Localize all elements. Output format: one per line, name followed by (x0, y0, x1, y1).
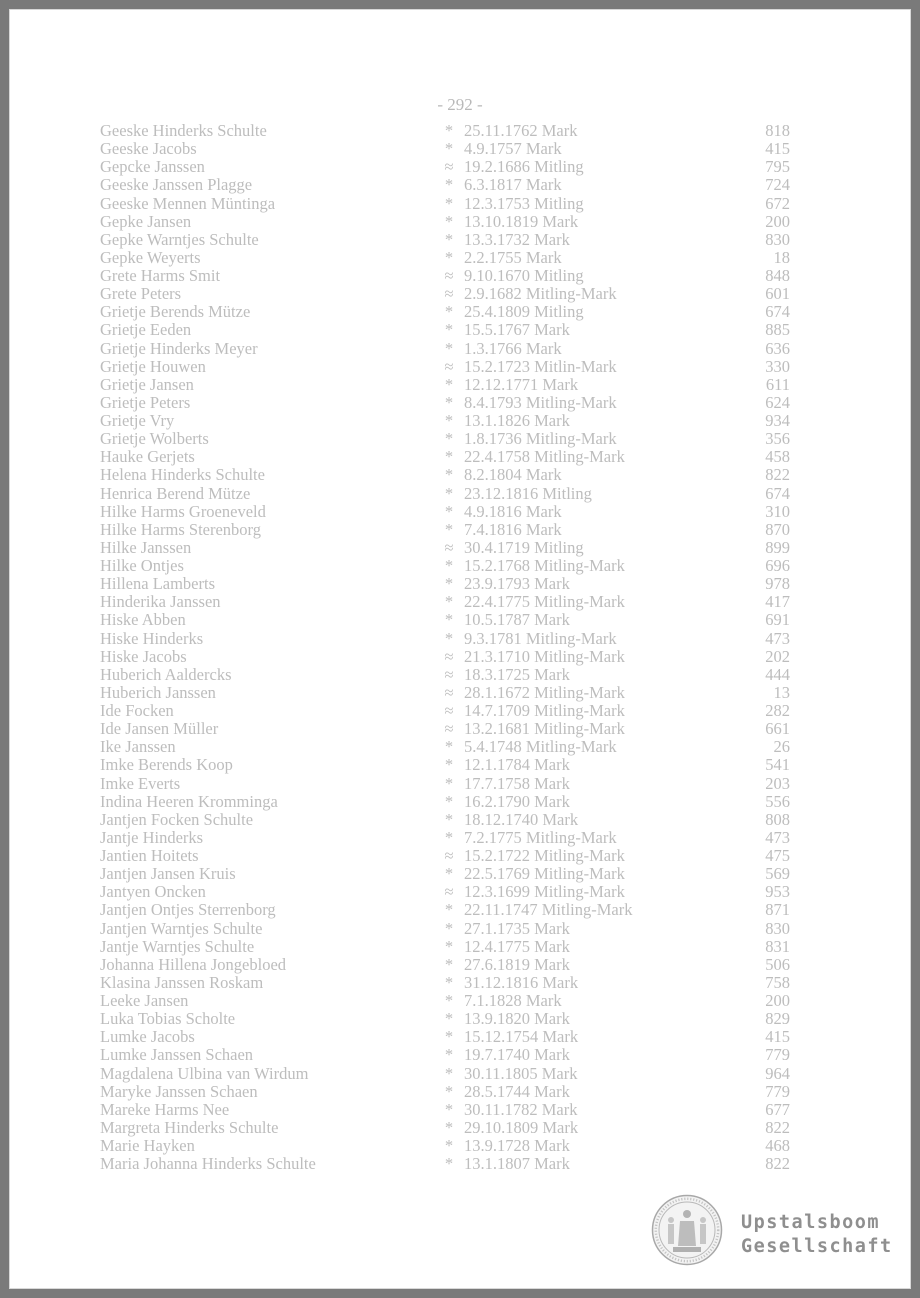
entry-name: Klasina Janssen Roskam (100, 972, 264, 992)
register-entry (100, 448, 790, 466)
entry-name: Magdalena Ulbina van Wirdum (100, 1063, 309, 1083)
entry-date: 15.12.1754 Mark (464, 1027, 579, 1047)
register-entry (100, 901, 790, 919)
entry-number: 808 (765, 809, 790, 829)
register-entry (100, 557, 790, 575)
entry-name: Imke Everts (100, 773, 181, 793)
register-entry (100, 992, 790, 1010)
entry-number: 870 (765, 519, 790, 539)
entry-mark: * (444, 628, 454, 648)
entry-mark: * (444, 1136, 454, 1155)
entry-mark: * (444, 519, 454, 539)
entry-date: 8.4.1793 Mitling-Mark (464, 392, 617, 412)
entry-mark: ≈ (444, 719, 454, 739)
entry-name: Hiske Abben (100, 610, 186, 630)
entry-number: 758 (765, 972, 790, 992)
entry-mark: * (444, 755, 454, 775)
entry-name: Hauke Gerjets (100, 447, 195, 467)
entry-mark: * (444, 1027, 454, 1047)
entry-name: Jantien Hoitets (100, 846, 199, 865)
document-page (9, 9, 911, 1289)
entry-mark: * (444, 501, 454, 521)
register-entry (100, 285, 790, 303)
entry-mark: * (444, 1063, 454, 1083)
entry-mark: * (444, 302, 454, 322)
entry-number: 696 (765, 556, 790, 575)
entry-number: 473 (765, 628, 790, 648)
entry-name: Grietje Wolberts (100, 429, 209, 449)
entry-number: 541 (765, 755, 790, 775)
register-entry (100, 394, 790, 412)
entry-date: 27.6.1819 Mark (464, 954, 570, 974)
entry-number: 661 (765, 719, 790, 739)
entry-mark: * (444, 121, 454, 140)
entry-name: Hilke Harms Sterenborg (100, 519, 261, 539)
register-entry (100, 1046, 790, 1064)
entry-name: Jantjen Jansen Kruis (100, 864, 236, 884)
entry-name: Hilke Harms Groeneveld (100, 501, 266, 521)
entry-mark: * (444, 1154, 454, 1174)
upstalsboom-seal-icon (651, 1194, 723, 1266)
register-entry (100, 140, 790, 158)
entry-mark: * (444, 737, 454, 757)
entry-number: 674 (765, 302, 790, 322)
entry-mark: * (444, 900, 454, 920)
entry-mark: * (444, 1009, 454, 1029)
page-number: - 292 - (437, 95, 483, 114)
entry-number: 475 (765, 846, 790, 865)
entry-number: 18 (773, 247, 790, 267)
entry-date: 1.8.1736 Mitling-Mark (464, 429, 617, 449)
register-entry (100, 321, 790, 339)
entry-mark: * (444, 1117, 454, 1137)
entry-name: Maria Johanna Hinderks Schulte (100, 1154, 316, 1174)
entry-mark: * (444, 809, 454, 829)
entry-number: 795 (765, 157, 790, 177)
register-entry (100, 865, 790, 883)
register-entry (100, 938, 790, 956)
entry-date: 14.7.1709 Mitling-Mark (464, 701, 625, 720)
entry-number: 779 (765, 1045, 790, 1065)
entry-date: 13.10.1819 Mark (464, 211, 579, 231)
entry-mark: * (444, 338, 454, 358)
entry-date: 16.2.1790 Mark (464, 791, 570, 811)
register-entry (100, 1101, 790, 1119)
entry-mark: * (444, 465, 454, 485)
register-entry (100, 249, 790, 267)
entry-date: 23.12.1816 Mitling (464, 483, 592, 503)
entry-date: 21.3.1710 Mitling-Mark (464, 646, 625, 666)
entry-number: 556 (765, 791, 790, 811)
register-entry (100, 1155, 790, 1173)
entry-date: 7.4.1816 Mark (464, 519, 562, 539)
entry-mark: * (444, 320, 454, 340)
entry-date: 5.4.1748 Mitling-Mark (464, 737, 617, 757)
entry-name: Jantjen Warntjes Schulte (100, 918, 263, 938)
entry-name: Grete Harms Smit (100, 266, 221, 285)
entry-mark: * (444, 574, 454, 594)
entry-name: Jantjen Ontjes Sterrenborg (100, 900, 276, 920)
register-entry (100, 684, 790, 702)
entry-number: 677 (765, 1099, 790, 1119)
entry-number: 473 (765, 827, 790, 847)
entry-name: Hilke Ontjes (100, 556, 184, 575)
register-entry (100, 883, 790, 901)
entry-date: 25.11.1762 Mark (464, 121, 578, 140)
entry-number: 13 (773, 682, 790, 702)
entry-mark: ≈ (444, 157, 454, 177)
entry-mark: * (444, 864, 454, 884)
entry-date: 27.1.1735 Mark (464, 918, 570, 938)
entry-date: 7.2.1775 Mitling-Mark (464, 827, 617, 847)
entry-date: 1.3.1766 Mark (464, 338, 562, 358)
entry-mark: * (444, 175, 454, 195)
entry-number: 203 (765, 773, 790, 793)
entry-number: 672 (765, 193, 790, 213)
society-logo-text (741, 1211, 893, 1259)
entry-number: 415 (765, 1027, 790, 1047)
entry-number: 601 (765, 284, 790, 304)
register-entry (100, 267, 790, 285)
entry-name: Huberich Aaldercks (100, 664, 232, 684)
entry-date: 30.11.1805 Mark (464, 1063, 578, 1083)
register-entry (100, 358, 790, 376)
entry-date: 6.3.1817 Mark (464, 175, 562, 195)
register-entry (100, 122, 790, 140)
entry-mark: * (444, 1099, 454, 1119)
entry-name: Gepke Weyerts (100, 247, 201, 267)
register-entry (100, 503, 790, 521)
entry-mark: * (444, 592, 454, 612)
entry-mark: * (444, 429, 454, 449)
register-entry (100, 738, 790, 756)
register-entry (100, 956, 790, 974)
entry-number: 356 (765, 429, 790, 449)
entry-number: 611 (765, 374, 790, 394)
entry-name: Lumke Janssen Schaen (100, 1045, 254, 1065)
entry-name: Johanna Hillena Jongebloed (100, 954, 287, 974)
entry-name: Ide Focken (100, 701, 174, 720)
entry-number: 822 (765, 1154, 790, 1174)
entry-date: 13.2.1681 Mitling-Mark (464, 719, 625, 739)
register-entry (100, 340, 790, 358)
entry-mark: ≈ (444, 846, 454, 865)
entry-name: Geeske Mennen Müntinga (100, 193, 276, 213)
entry-number: 899 (765, 537, 790, 557)
register-entry (100, 485, 790, 503)
entry-mark: * (444, 447, 454, 467)
register-entry (100, 829, 790, 847)
register-entry (100, 793, 790, 811)
entry-mark: * (444, 374, 454, 394)
register-entry (100, 158, 790, 176)
entry-mark: * (444, 211, 454, 231)
entry-name: Hiske Hinderks (100, 628, 204, 648)
register-entry (100, 648, 790, 666)
entry-mark: * (444, 483, 454, 503)
entry-number: 569 (765, 864, 790, 884)
entry-date: 4.9.1757 Mark (464, 139, 562, 159)
entry-date: 2.2.1755 Mark (464, 247, 562, 267)
entry-date: 2.9.1682 Mitling-Mark (464, 284, 617, 304)
entry-name: Grietje Vry (100, 411, 175, 430)
entry-mark: ≈ (444, 646, 454, 666)
entry-date: 12.3.1753 Mitling (464, 193, 584, 213)
entry-number: 978 (765, 574, 790, 594)
entry-mark: * (444, 392, 454, 412)
entry-number: 26 (773, 737, 790, 757)
entry-number: 953 (765, 882, 790, 902)
entry-date: 12.3.1699 Mitling-Mark (464, 882, 625, 902)
entry-date: 17.7.1758 Mark (464, 773, 570, 793)
entry-date: 12.12.1771 Mark (464, 374, 579, 394)
entry-number: 871 (765, 900, 790, 920)
entry-number: 779 (765, 1081, 790, 1101)
entry-name: Ike Janssen (100, 737, 176, 757)
entry-mark: * (444, 1081, 454, 1101)
register-entry (100, 666, 790, 684)
entry-number: 830 (765, 918, 790, 938)
entry-name: Helena Hinderks Schulte (100, 465, 265, 485)
entry-number: 831 (765, 936, 790, 956)
entry-number: 310 (765, 501, 790, 521)
entry-number: 822 (765, 1117, 790, 1137)
register-entry (100, 195, 790, 213)
entry-date: 30.11.1782 Mark (464, 1099, 578, 1119)
entry-name: Maryke Janssen Schaen (100, 1081, 258, 1101)
entry-date: 4.9.1816 Mark (464, 501, 562, 521)
entry-number: 282 (765, 701, 790, 720)
entry-mark: * (444, 954, 454, 974)
entry-mark: * (444, 773, 454, 793)
entry-date: 8.2.1804 Mark (464, 465, 562, 485)
entry-mark: * (444, 411, 454, 430)
entry-date: 15.2.1723 Mitlin-Mark (464, 356, 617, 376)
entry-number: 885 (765, 320, 790, 340)
register-entry (100, 974, 790, 992)
entry-name: Mareke Harms Nee (100, 1099, 230, 1119)
register-entry (100, 920, 790, 938)
entry-number: 822 (765, 465, 790, 485)
entry-date: 23.9.1793 Mark (464, 574, 570, 594)
entry-date: 13.1.1807 Mark (464, 1154, 570, 1174)
entry-mark: * (444, 229, 454, 249)
entry-number: 636 (765, 338, 790, 358)
entry-mark: * (444, 139, 454, 159)
entry-number: 691 (765, 610, 790, 630)
register-entry (100, 1028, 790, 1046)
entry-name: Hilke Janssen (100, 537, 192, 557)
entry-number: 202 (765, 646, 790, 666)
entry-name: Geeske Jacobs (100, 139, 197, 159)
entry-number: 415 (765, 139, 790, 159)
entry-name: Ide Jansen Müller (100, 719, 219, 739)
entry-date: 13.1.1826 Mark (464, 411, 570, 430)
register-entry (100, 1119, 790, 1137)
register-entry (100, 720, 790, 738)
entry-mark: * (444, 991, 454, 1010)
entry-name: Imke Berends Koop (100, 755, 233, 775)
register-entry (100, 213, 790, 231)
register-entry (100, 811, 790, 829)
entry-date: 19.7.1740 Mark (464, 1045, 570, 1065)
register-entry (100, 430, 790, 448)
entry-date: 13.9.1728 Mark (464, 1136, 570, 1155)
entry-name: Gepke Warntjes Schulte (100, 229, 259, 249)
entry-date: 28.5.1744 Mark (464, 1081, 570, 1101)
entry-date: 30.4.1719 Mitling (464, 537, 584, 557)
entry-date: 15.2.1768 Mitling-Mark (464, 556, 625, 575)
entry-name: Jantje Warntjes Schulte (100, 936, 255, 956)
entry-date: 22.11.1747 Mitling-Mark (464, 900, 633, 920)
entry-name: Lumke Jacobs (100, 1027, 195, 1047)
register-entry (100, 176, 790, 194)
entry-number: 417 (765, 592, 790, 612)
entry-date: 10.5.1787 Mark (464, 610, 570, 630)
register-entry (100, 756, 790, 774)
entry-number: 330 (765, 356, 790, 376)
entry-mark: * (444, 610, 454, 630)
entry-name: Grietje Eeden (100, 320, 192, 340)
entry-date: 13.3.1732 Mark (464, 229, 570, 249)
entry-name: Gepke Jansen (100, 211, 192, 231)
entry-number: 200 (765, 211, 790, 231)
entry-number: 830 (765, 229, 790, 249)
entry-number: 818 (765, 121, 790, 140)
entry-name: Grietje Houwen (100, 356, 206, 376)
entry-name: Gepcke Janssen (100, 157, 205, 177)
register-entry (100, 1010, 790, 1028)
entry-date: 18.3.1725 Mark (464, 664, 570, 684)
entry-date: 28.1.1672 Mitling-Mark (464, 682, 625, 702)
entry-mark: * (444, 972, 454, 992)
entry-mark: ≈ (444, 682, 454, 702)
entry-date: 22.5.1769 Mitling-Mark (464, 864, 625, 884)
register-entry (100, 702, 790, 720)
entry-date: 13.9.1820 Mark (464, 1009, 570, 1029)
entry-name: Marie Hayken (100, 1136, 195, 1155)
register-entry (100, 1083, 790, 1101)
entry-date: 25.4.1809 Mitling (464, 302, 584, 322)
entry-number: 829 (765, 1009, 790, 1029)
register-entry (100, 575, 790, 593)
entry-number: 934 (765, 411, 790, 430)
entry-date: 15.2.1722 Mitling-Mark (464, 846, 625, 865)
entry-mark: * (444, 791, 454, 811)
entry-mark: ≈ (444, 537, 454, 557)
entry-date: 7.1.1828 Mark (464, 991, 562, 1010)
register-list (100, 122, 790, 1173)
entry-mark: ≈ (444, 701, 454, 720)
entry-mark: ≈ (444, 266, 454, 285)
entry-date: 9.10.1670 Mitling (464, 266, 584, 285)
entry-date: 19.2.1686 Mitling (464, 157, 584, 177)
entry-mark: * (444, 827, 454, 847)
entry-mark: * (444, 936, 454, 956)
entry-name: Grietje Jansen (100, 374, 194, 394)
entry-date: 12.1.1784 Mark (464, 755, 570, 775)
entry-name: Grietje Hinderks Meyer (100, 338, 258, 358)
society-name-line1: Upstalsboom (741, 1212, 881, 1233)
entry-date: 29.10.1809 Mark (464, 1117, 579, 1137)
entry-number: 674 (765, 483, 790, 503)
entry-mark: * (444, 1045, 454, 1065)
entry-date: 12.4.1775 Mark (464, 936, 570, 956)
entry-name: Jantje Hinderks (100, 827, 204, 847)
entry-mark: * (444, 247, 454, 267)
entry-number: 724 (765, 175, 790, 195)
entry-name: Henrica Berend Mütze (100, 483, 251, 503)
entry-mark: ≈ (444, 882, 454, 902)
entry-name: Huberich Janssen (100, 682, 216, 702)
entry-date: 22.4.1775 Mitling-Mark (464, 592, 625, 612)
entry-number: 964 (765, 1063, 790, 1083)
entry-number: 624 (765, 392, 790, 412)
entry-name: Grietje Peters (100, 392, 191, 412)
entry-mark: * (444, 918, 454, 938)
entry-mark: * (444, 193, 454, 213)
entry-name: Leeke Jansen (100, 991, 189, 1010)
entry-mark: ≈ (444, 356, 454, 376)
entry-name: Geeske Janssen Plagge (100, 175, 253, 195)
register-entry (100, 1137, 790, 1155)
register-entry (100, 521, 790, 539)
entry-name: Hillena Lamberts (100, 574, 216, 594)
entry-name: Indina Heeren Kromminga (100, 791, 278, 811)
entry-name: Jantyen Oncken (100, 882, 206, 902)
entry-mark: ≈ (444, 664, 454, 684)
register-entry (100, 231, 790, 249)
society-name-line2: Gesellschaft (741, 1236, 893, 1257)
entry-number: 200 (765, 991, 790, 1010)
entry-date: 15.5.1767 Mark (464, 320, 570, 340)
register-entry (100, 593, 790, 611)
entry-name: Geeske Hinderks Schulte (100, 121, 267, 140)
register-entry (100, 847, 790, 865)
entry-number: 848 (765, 266, 790, 285)
entry-name: Jantjen Focken Schulte (100, 809, 254, 829)
entry-date: 9.3.1781 Mitling-Mark (464, 628, 617, 648)
register-entry (100, 611, 790, 629)
register-entry (100, 303, 790, 321)
entry-name: Margreta Hinderks Schulte (100, 1117, 279, 1137)
entry-date: 22.4.1758 Mitling-Mark (464, 447, 625, 467)
entry-number: 458 (765, 447, 790, 467)
register-entry (100, 412, 790, 430)
entry-date: 18.12.1740 Mark (464, 809, 579, 829)
entry-date: 31.12.1816 Mark (464, 972, 579, 992)
entry-number: 506 (765, 954, 790, 974)
register-entry (100, 630, 790, 648)
register-entry (100, 539, 790, 557)
register-entry (100, 466, 790, 484)
entry-name: Hiske Jacobs (100, 646, 187, 666)
entry-name: Grete Peters (100, 284, 182, 304)
register-entry (100, 376, 790, 394)
register-entry (100, 1065, 790, 1083)
register-entry (100, 775, 790, 793)
entry-number: 444 (765, 664, 790, 684)
entry-mark: ≈ (444, 284, 454, 304)
entry-mark: * (444, 556, 454, 575)
entry-name: Hinderika Janssen (100, 592, 221, 612)
entry-name: Grietje Berends Mütze (100, 302, 251, 322)
entry-number: 468 (765, 1136, 790, 1155)
entry-name: Luka Tobias Scholte (100, 1009, 236, 1029)
